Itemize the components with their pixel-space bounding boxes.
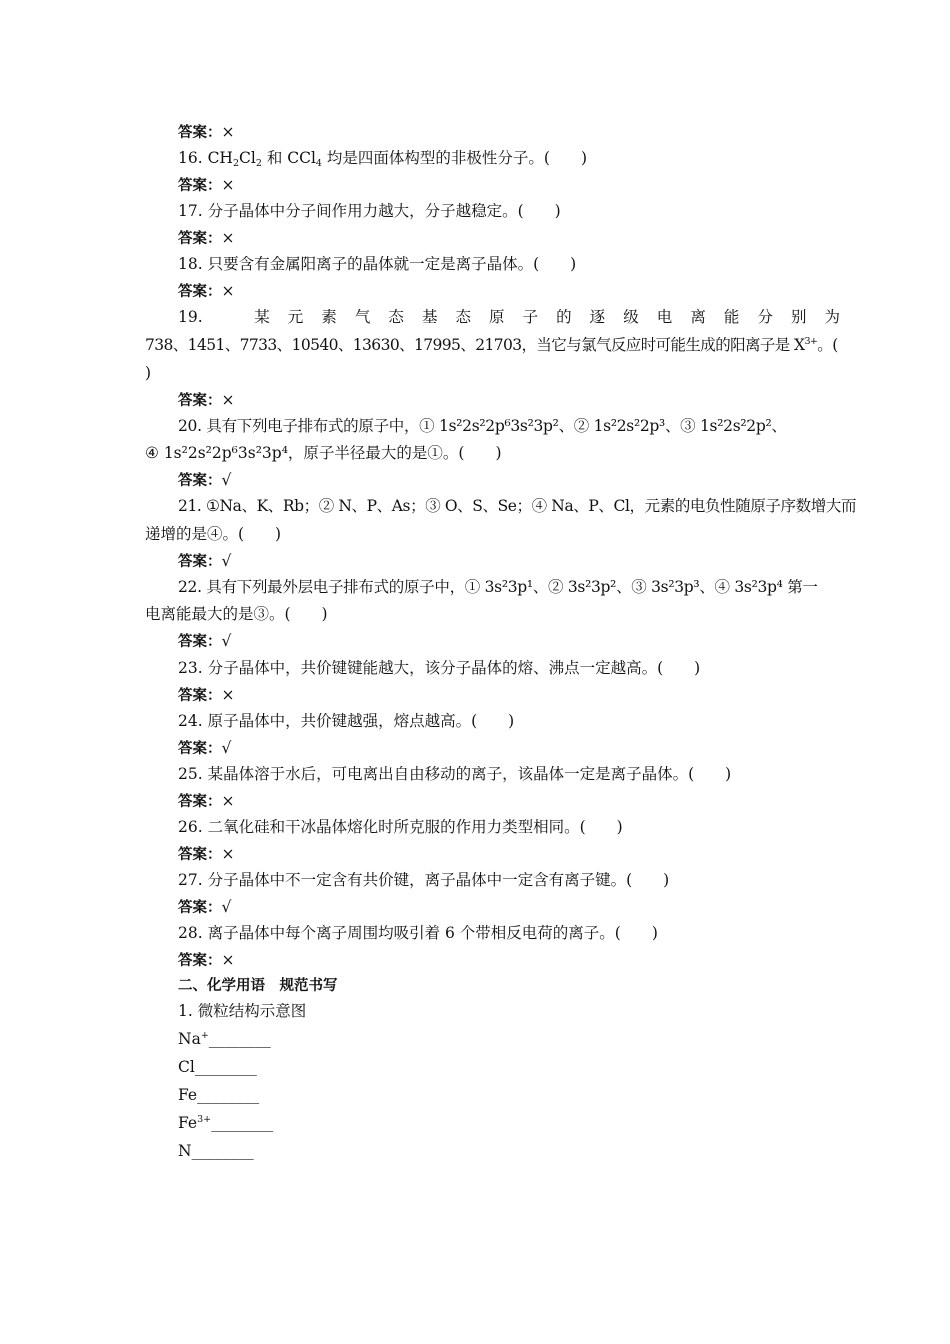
section-2-heading: 二、化学用语 规范书写 xyxy=(178,978,338,994)
question-16: 16. $CH_2Cl_2$ 和 CCl$_4$ 均是四面体构型的非极性分子。( ) xyxy=(178,149,587,169)
question-19-line2: 738、1451、7733、10540、13630、17995、21703，当它与氯气反应时可能生成的阳离子是 $X^{3+}$。( xyxy=(145,336,838,354)
blank-cl: Cl________ xyxy=(178,1058,257,1076)
answer-18: 答案：× xyxy=(178,282,235,300)
question-18: 18. 只要含有金属阳离子的晶体就一定是离子晶体。( ) xyxy=(178,255,577,273)
answer-28: 答案：× xyxy=(178,951,235,969)
question-20-line2: ④ 1s²2s²2p⁶3s²3p⁴，原子半径最大的是①。( ) xyxy=(145,444,502,462)
answer-23: 答案：× xyxy=(178,686,235,704)
answer-value: × xyxy=(221,123,235,141)
answer-24: 答案：√ xyxy=(178,739,232,757)
answer-16: 答案：× xyxy=(178,176,235,194)
blank-fe-3plus: $Fe^{3+}\_\_\_\_\_\_\_\_$ xyxy=(178,1114,274,1132)
answer-21: 答案：√ xyxy=(178,552,232,570)
blank-na-plus: Na+________ xyxy=(178,1030,271,1048)
question-19-line3: ) xyxy=(145,364,152,382)
answer-17: 答案：× xyxy=(178,229,235,247)
answer-26: 答案：× xyxy=(178,845,235,863)
answer-label: 答案： xyxy=(178,125,222,141)
question-24: 24. 原子晶体中，共价键越强，熔点越高。( ) xyxy=(178,712,515,730)
blank-fe: Fe________ xyxy=(178,1086,260,1104)
answer-22: 答案：√ xyxy=(178,632,232,650)
question-21-line1: 21. ①Na、K、Rb；② N、P、As；③ O、S、Se；④ Na、P、Cl，元素的电负性随原子序数增大而 xyxy=(178,497,857,515)
question-21-line2: 递增的是④。( ) xyxy=(145,525,282,543)
answer-15 xyxy=(145,121,840,144)
question-17: 17. 分子晶体中分子间作用力越大，分子越稳定。( ) xyxy=(178,202,561,220)
section-2-sub1: 1. 微粒结构示意图 xyxy=(178,1002,307,1020)
question-28: 28. 离子晶体中每个离子周围均吸引着 6 个带相反电荷的离子。( ) xyxy=(178,924,658,942)
answer-25: 答案：× xyxy=(178,792,235,810)
question-22-line2: 电离能最大的是③。( ) xyxy=(145,605,328,623)
answer-20: 答案：√ xyxy=(178,471,232,489)
question-20-line1: 20. 具有下列电子排布式的原子中，① 1s²2s²2p⁶3s²3p²、② 1s²2s²2p³、③ 1s²2s²2p²、 xyxy=(178,417,787,435)
question-19-line1: 19. 某元素气态基态原子的逐级电离能分别为 xyxy=(178,308,840,326)
answer-19: 答案：× xyxy=(178,391,235,409)
question-25: 25. 某晶体溶于水后，可电离出自由移动的离子，该晶体一定是离子晶体。( ) xyxy=(178,765,732,783)
question-26: 26. 二氧化硅和干冰晶体熔化时所克服的作用力类型相同。( ) xyxy=(178,818,623,836)
blank-n: N________ xyxy=(178,1142,254,1160)
question-27: 27. 分子晶体中不一定含有共价键，离子晶体中一定含有离子键。( ) xyxy=(178,871,670,889)
question-23: 23. 分子晶体中，共价键键能越大，该分子晶体的熔、沸点一定越高。( ) xyxy=(178,659,701,677)
answer-27: 答案：√ xyxy=(178,898,232,916)
question-22-line1: 22. 具有下列最外层电子排布式的原子中，① 3s²3p¹、② 3s²3p²、③ 3s²3p³、④ 3s²3p⁴ 第一 xyxy=(178,578,818,596)
